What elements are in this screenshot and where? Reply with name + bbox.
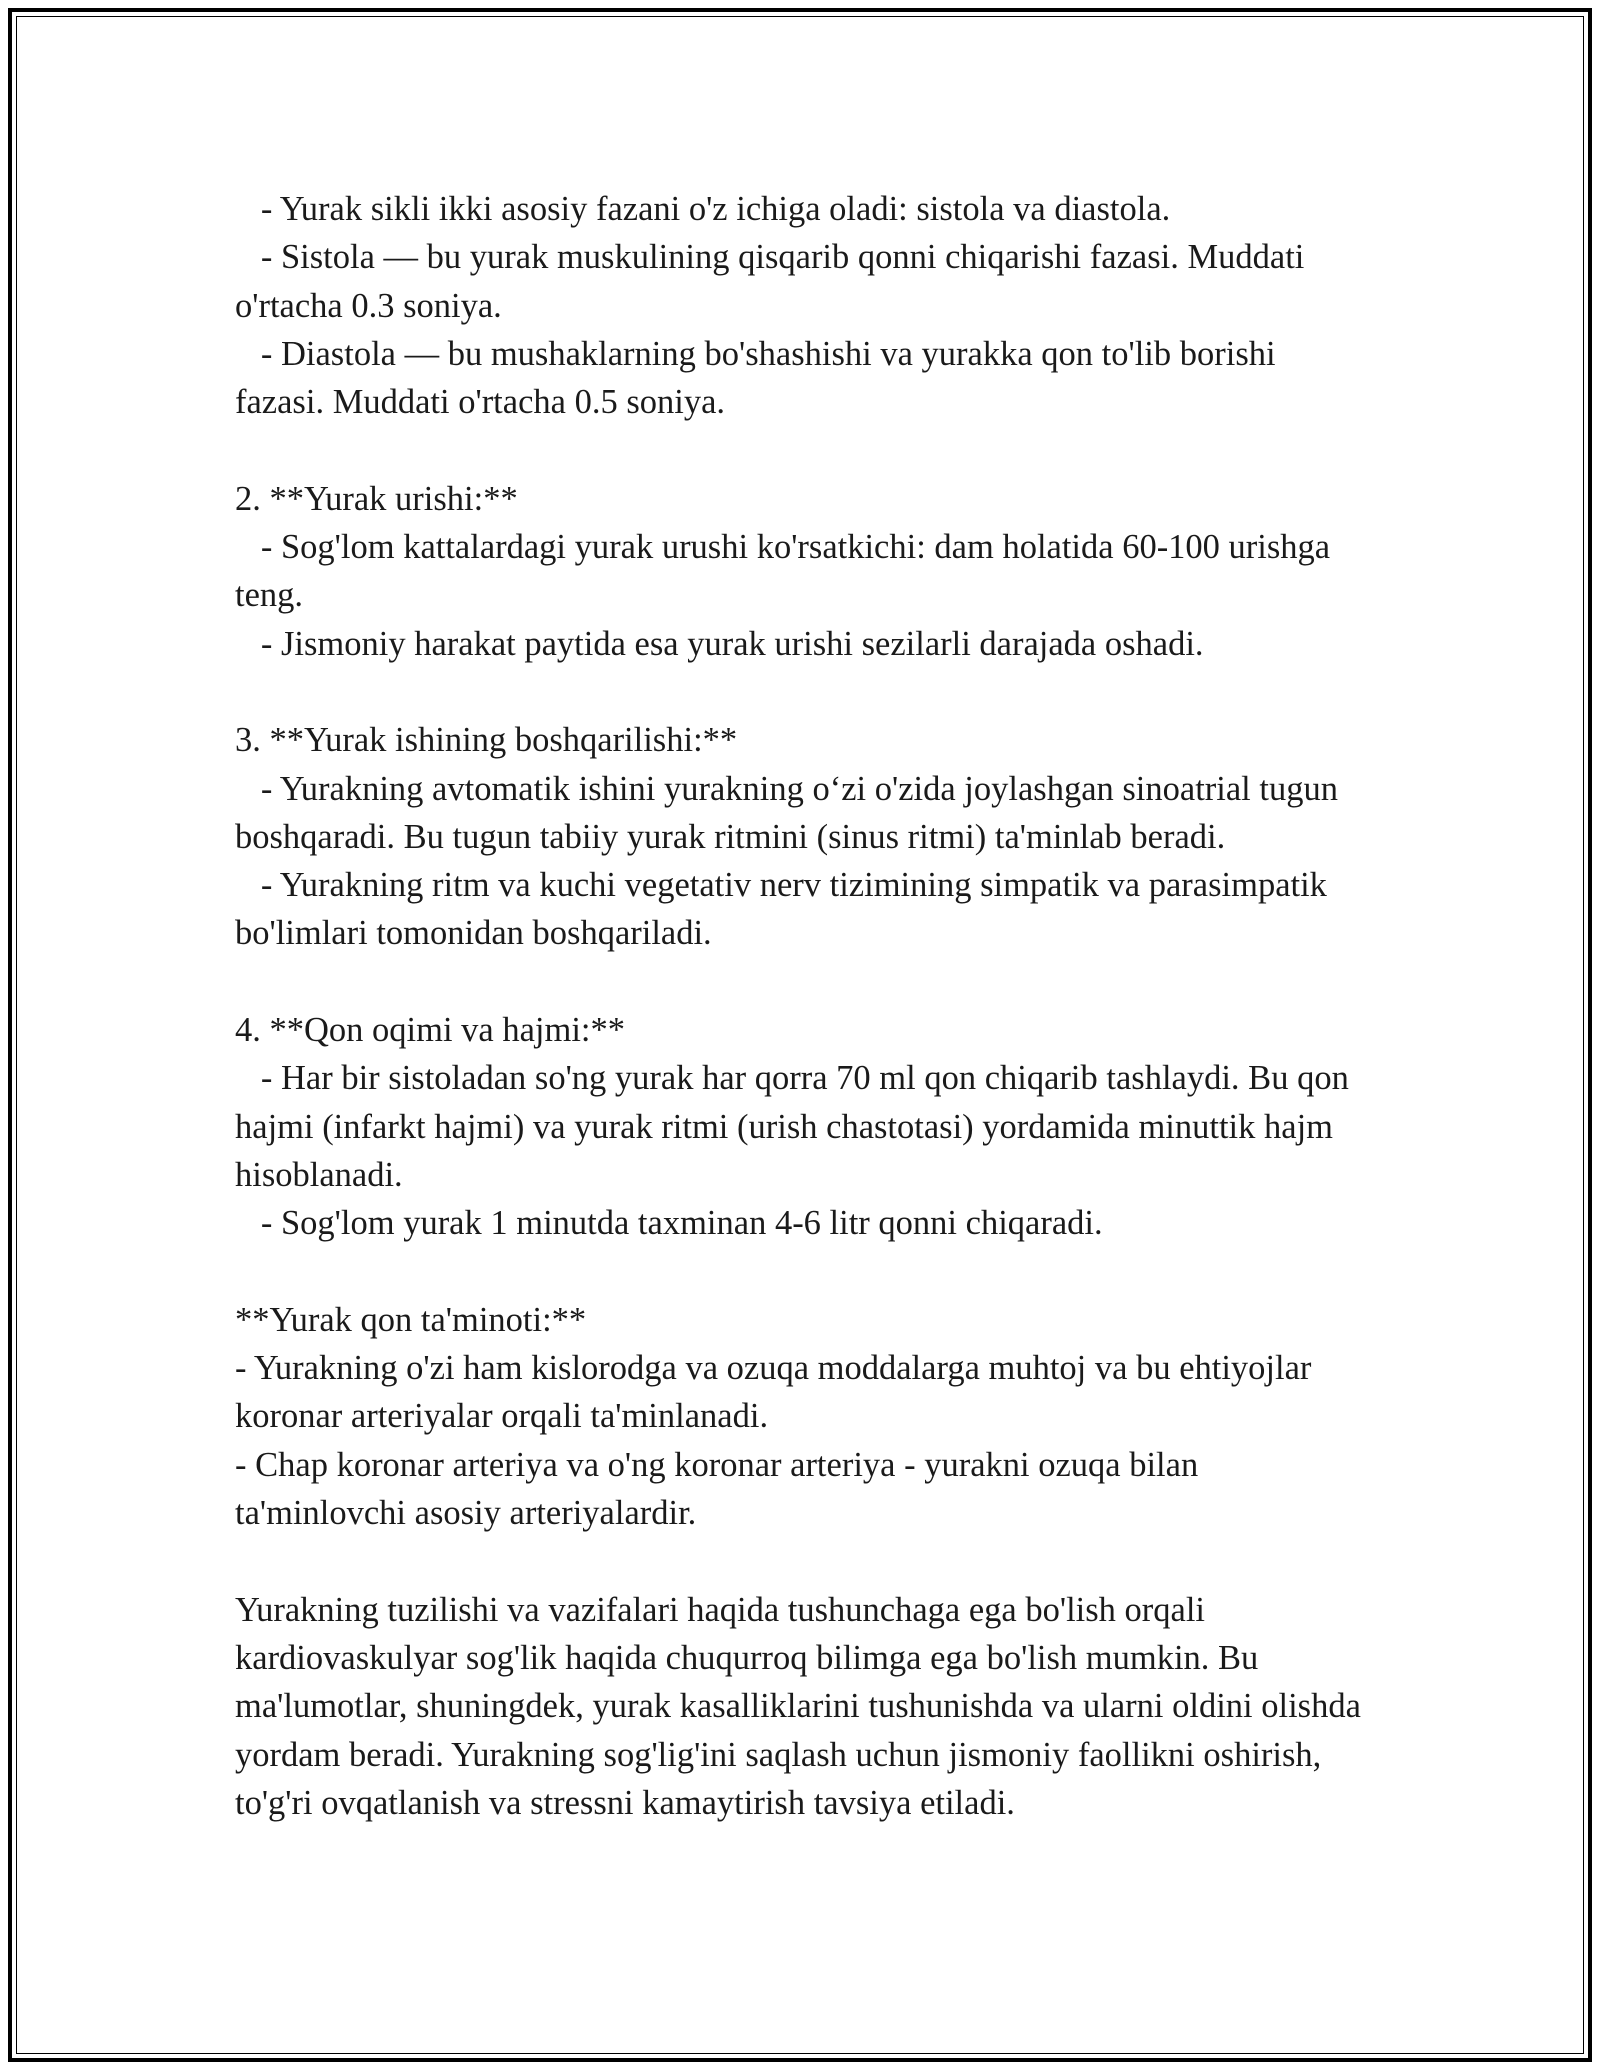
text-line: - Yurakning avtomatik ishini yurakning o‘zi o'zida joylashgan sinoatrial tugun boshqaradi. Bu tugun tabiiy yurak ritmini (sinus ritmi) ta'minlab beradi. (235, 769, 1347, 856)
paragraph-gap (235, 958, 1370, 1006)
text-line: - Sistola — bu yurak muskulining qisqarib qonni chiqarishi fazasi. Muddati o'rtacha 0.3 soniya. (235, 238, 1313, 325)
paragraph-gap (235, 1537, 1370, 1585)
text-line: - Jismoniy harakat paytida esa yurak urishi sezilarli darajada oshadi. (235, 624, 1204, 663)
closing-paragraph: Yurakning tuzilishi va vazifalari haqida tushunchaga ega bo'lish orqali kardiovaskulyar sog'lik haqida chuqurroq bilimga ega bo'lish mumkin. Bu ma'lumotlar, shuningdek, yurak kasalliklarini tushunishda va ularni oldini olishda yordam beradi. Yurakning sog'lig'ini saqlash uchun jismoniy faollikni oshirish, to'g'ri ovqatlanish va stressni kamaytirish tavsiya etiladi. (235, 1590, 1370, 1822)
text-line: - Yurakning o'zi ham kislorodga va ozuqa moddalarga muhtoj va bu ehtiyojlar koronar arteriyalar orqali ta'minlanadi. (235, 1349, 1321, 1436)
section-heading: **Yurak qon ta'minoti:** (235, 1300, 587, 1339)
text-line: - Har bir sistoladan so'ng yurak har qorra 70 ml qon chiqarib tashlaydi. Bu qon hajmi (infarkt hajmi) va yurak ritmi (urish chastotasi) yordamida minuttik hajm hisoblanadi. (235, 1059, 1358, 1194)
text-line: - Sog'lom yurak 1 minutda taxminan 4-6 litr qonni chiqaradi. (235, 1204, 1103, 1243)
text-line: - Diastola — bu mushaklarning bo'shashishi va yurakka qon to'lib borishi fazasi. Muddati o'rtacha 0.5 soniya. (235, 334, 1285, 422)
section-heading: 2. **Yurak urishi:** (235, 479, 518, 518)
text-line: - Yurakning ritm va kuchi vegetativ nerv tizimining simpatik va parasimpatik bo'limlari tomonidan boshqariladi. (235, 866, 1336, 953)
text-line: - Sog'lom kattalardagi yurak urushi ko'rsatkichi: dam holatida 60-100 urishga teng. (235, 528, 1339, 615)
text-line: - Chap koronar arteriya va o'ng koronar arteriya - yurakni ozuqa bilan ta'minlovchi asosiy arteriyalardir. (235, 1445, 1207, 1533)
document-body (235, 185, 1370, 1827)
section-heading: 4. **Qon oqimi va hajmi:** (235, 1011, 626, 1050)
paragraph-gap (235, 1248, 1370, 1296)
section-heading: 3. **Yurak ishining boshqarilishi:** (235, 721, 738, 760)
paragraph-gap (235, 426, 1370, 474)
paragraph-gap (235, 668, 1370, 716)
text-line: - Yurak sikli ikki asosiy fazani o'z ichiga oladi: sistola va diastola. (235, 190, 1171, 228)
